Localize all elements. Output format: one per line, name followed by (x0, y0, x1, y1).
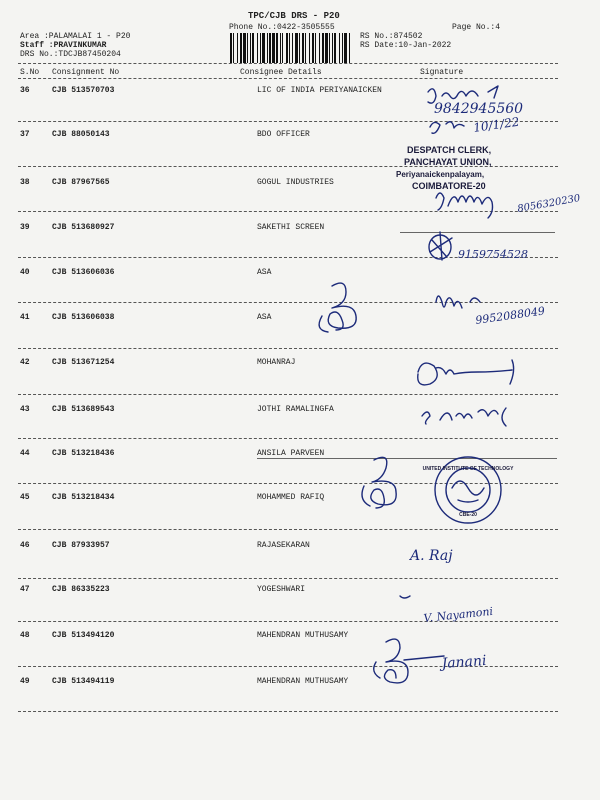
row-divider (18, 348, 558, 349)
round-stamp-center: CBE-20 (459, 512, 477, 518)
row-divider (18, 438, 558, 439)
row-consignment: CJB 87967565 (52, 178, 110, 187)
row-consignment: CJB 88050143 (52, 130, 110, 139)
row-consignee: ANSILA PARVEEN (257, 449, 325, 458)
row-sno: 39 (20, 223, 30, 232)
col-signature: Signature (420, 68, 464, 77)
row-consignee: MOHANRAJ (257, 358, 296, 367)
row-sno: 37 (20, 130, 30, 139)
header-divider (18, 63, 558, 64)
row-consignee: ASA (257, 268, 272, 277)
row-consignment: CJB 513606038 (52, 313, 115, 322)
table-row (0, 541, 600, 586)
row-consignment: CJB 87933957 (52, 541, 110, 550)
row-consignment: CJB 513218434 (52, 493, 115, 502)
signature-line (400, 232, 555, 233)
row-consignee: GOGUL INDUSTRIES (257, 178, 334, 187)
row-consignment: CJB 513671254 (52, 358, 115, 367)
table-row (0, 130, 600, 175)
row-divider (18, 394, 558, 395)
row-consignee: YOGESHWARI (257, 585, 306, 594)
rs-date: RS Date:10-Jan-2022 (360, 41, 452, 50)
row-sno: 42 (20, 358, 30, 367)
sig-47-text: V. Nayamoni (422, 604, 494, 625)
row-divider (18, 302, 558, 303)
sig-48-text: Janani (441, 652, 487, 672)
row-sno: 41 (20, 313, 30, 322)
table-row (0, 268, 600, 313)
table-row (0, 223, 600, 268)
table-row (0, 178, 600, 223)
row-sno: 46 (20, 541, 30, 550)
table-row (0, 585, 600, 630)
staff-label: Staff :PRAVINKUMAR (20, 41, 107, 50)
phone-39: 9159754528 (458, 248, 528, 261)
table-row (0, 405, 600, 450)
drs-number: DRS No.:TDCJB87450204 (20, 50, 121, 59)
row-sno: 45 (20, 493, 30, 502)
barcode-image (229, 32, 353, 64)
row-sno: 38 (20, 178, 30, 187)
row-divider (18, 711, 558, 712)
row-divider (18, 483, 558, 484)
row-consignee: MAHENDRAN MUTHUSAMY (257, 677, 349, 686)
sheet-title: TPC/CJB DRS - P20 (248, 11, 340, 21)
row-divider (18, 621, 558, 622)
page-number: Page No.:4 (452, 23, 501, 32)
row-divider (18, 166, 558, 167)
table-row (0, 86, 600, 131)
row-sno: 43 (20, 405, 30, 414)
row-divider (18, 211, 558, 212)
row-consignment: CJB 86335223 (52, 585, 110, 594)
row-divider (18, 666, 558, 667)
round-stamp-text: UNITED INSTITUTE OF TECHNOLOGY (422, 466, 514, 472)
row-divider (18, 578, 558, 579)
table-row (0, 449, 600, 494)
row-divider (18, 529, 558, 530)
row-divider (18, 257, 558, 258)
row-sno: 44 (20, 449, 30, 458)
row-consignment: CJB 513689543 (52, 405, 115, 414)
row-sno: 48 (20, 631, 30, 640)
col-sno: S.No (20, 68, 40, 77)
date-37: 10/1/22 (472, 114, 521, 135)
row-consignee: ASA (257, 313, 272, 322)
row-sno: 49 (20, 677, 30, 686)
stamp-line-4: COIMBATORE-20 (412, 181, 486, 191)
phone-36: 9842945560 (434, 101, 524, 117)
col-consignee: Consignee Details (240, 68, 322, 77)
table-row (0, 493, 600, 538)
row-consignment: CJB 513680927 (52, 223, 115, 232)
phone-41: 9952088049 (474, 304, 546, 327)
row-consignee: MAHENDRAN MUTHUSAMY (257, 631, 349, 640)
area-label: Area :PALAMALAI 1 - P20 (20, 32, 131, 41)
row-consignment: CJB 513218436 (52, 449, 115, 458)
col-consignment: Consignment No (52, 68, 120, 77)
columns-divider (18, 78, 558, 79)
table-row (0, 313, 600, 358)
row-consignee: RAJASEKARAN (257, 541, 310, 550)
table-row (0, 631, 600, 676)
phone-number: Phone No.:0422-3505555 (229, 23, 335, 32)
row-consignee: SAKETHI SCREEN (257, 223, 325, 232)
row-sno: 36 (20, 86, 30, 95)
row-divider (18, 121, 558, 122)
stamp-line-2: PANCHAYAT UNION, (404, 157, 492, 167)
stamp-line-3: Periyanaickenpalayam, (396, 170, 485, 179)
row-consignment: CJB 513570703 (52, 86, 115, 95)
row-consignee: MOHAMMED RAFIQ (257, 493, 325, 502)
table-row (0, 358, 600, 403)
row-consignment: CJB 513494120 (52, 631, 115, 640)
phone-38: 8056320230 (516, 193, 582, 215)
sig-46-text: A. Raj (410, 548, 453, 564)
table-row (0, 677, 600, 722)
row-sno: 47 (20, 585, 30, 594)
row-consignment: CJB 513606036 (52, 268, 115, 277)
row-consignee: JOTHI RAMALINGFA (257, 405, 334, 414)
row-consignee: BDO OFFICER (257, 130, 310, 139)
rs-number: RS No.:874502 (360, 32, 423, 41)
stamp-line-1: DESPATCH CLERK, (407, 145, 492, 155)
row-consignee: LIC OF INDIA PERIYANAICKEN (257, 86, 382, 95)
row-sno: 40 (20, 268, 30, 277)
row-consignment: CJB 513494119 (52, 677, 115, 686)
signature-line (257, 458, 557, 459)
